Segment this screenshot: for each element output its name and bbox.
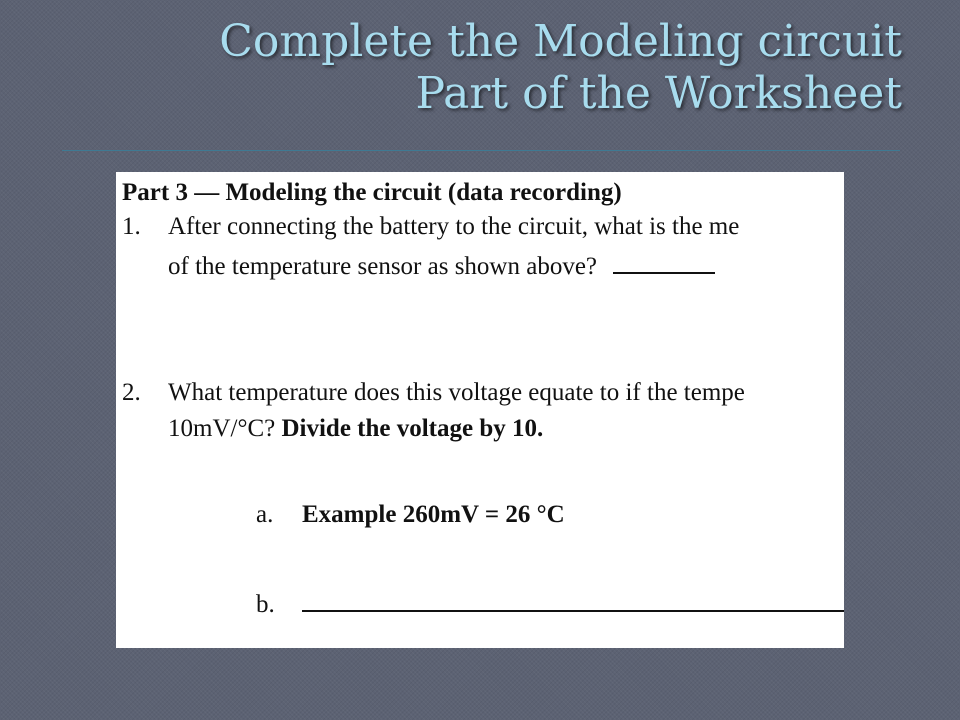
question-2-number: 2. xyxy=(122,379,141,406)
answer-a-example: Example 260mV = 26 °C xyxy=(302,501,565,528)
question-2-line-2 xyxy=(168,414,543,444)
worksheet-heading: Part 3 — Modeling the circuit (data recording) xyxy=(122,179,622,206)
question-2-units: 10mV/°C? xyxy=(168,415,276,442)
question-1-line-2 xyxy=(168,252,715,282)
answer-a-label: a. xyxy=(256,501,274,528)
question-1-text: of the temperature sensor as shown above? xyxy=(168,253,598,280)
answer-b-line xyxy=(302,590,844,620)
worksheet-image xyxy=(116,172,844,648)
question-1-answer-blank xyxy=(613,252,715,274)
question-2-line-1: What temperature does this voltage equate to if the tempe xyxy=(168,379,745,406)
slide-title-line-1: Complete the Modeling circuit xyxy=(219,16,902,67)
title-divider xyxy=(62,150,900,151)
answer-b-blank xyxy=(302,590,844,612)
slide-title xyxy=(42,16,902,120)
question-1-number: 1. xyxy=(122,213,141,240)
question-1-line-1: After connecting the battery to the circuit, what is the me xyxy=(168,213,740,240)
answer-b-label: b. xyxy=(256,591,275,618)
slide-title-line-2: Part of the Worksheet xyxy=(415,68,902,119)
question-2-instruction: Divide the voltage by 10. xyxy=(281,415,544,442)
